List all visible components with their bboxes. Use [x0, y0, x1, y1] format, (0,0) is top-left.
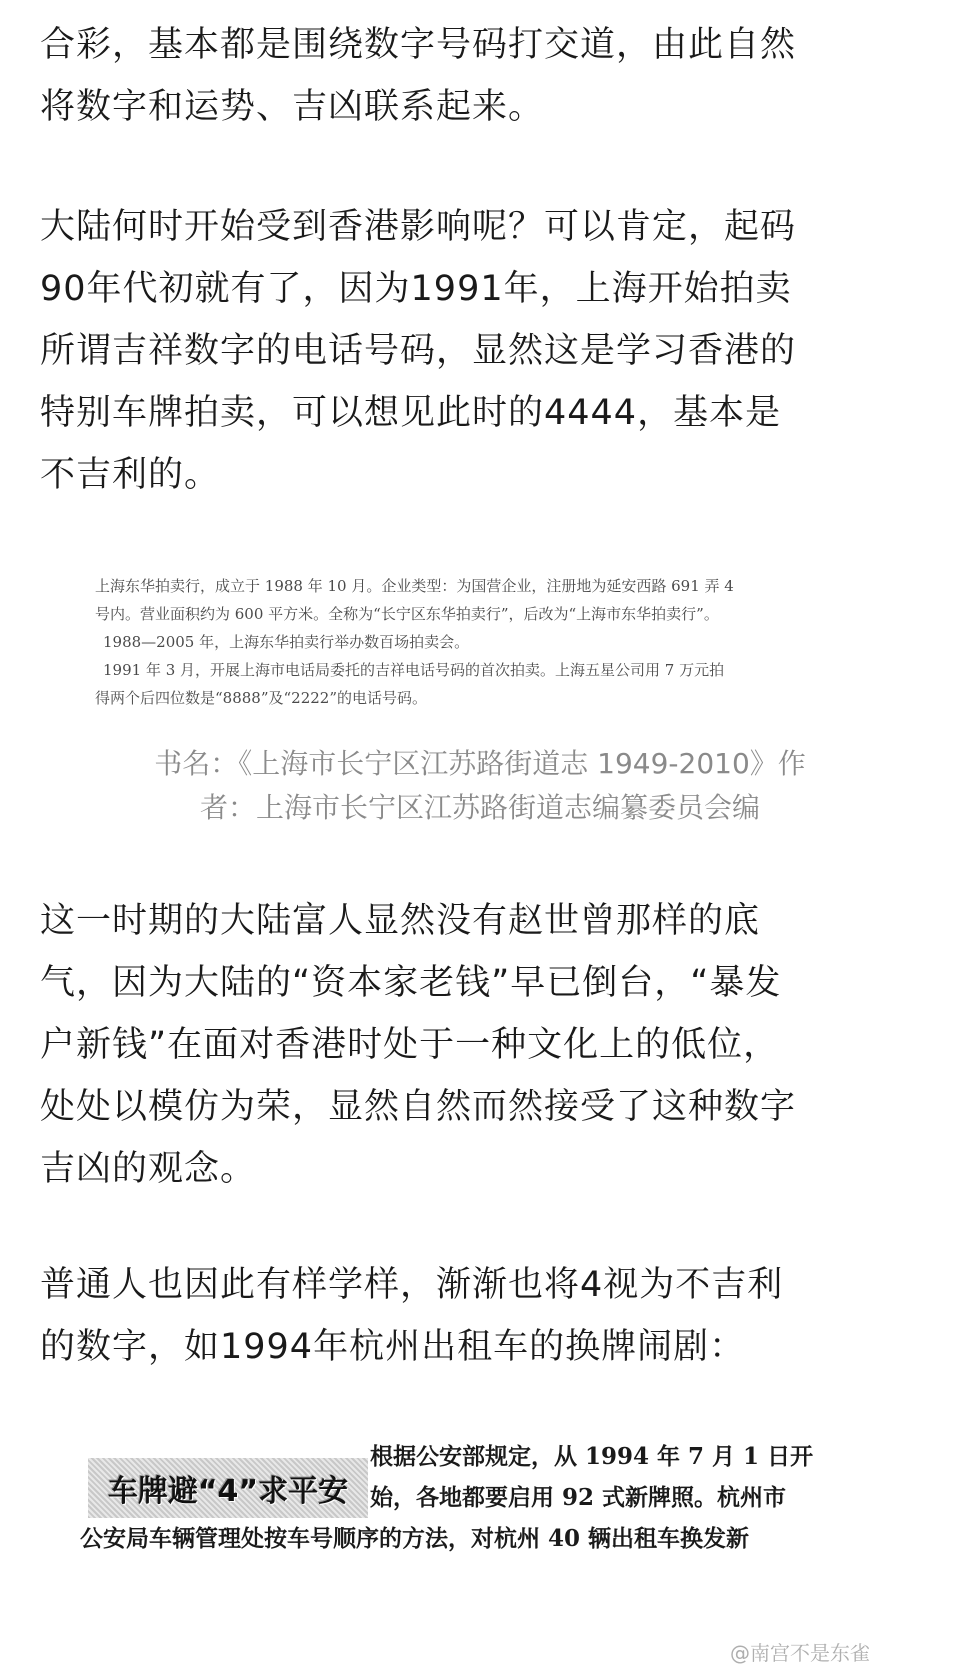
excerpt-line: 1988—2005 年，上海东华拍卖行举办数百场拍卖会。	[103, 633, 470, 651]
caption-line: 者：上海市长宁区江苏路街道志编纂委员会编	[199, 791, 760, 824]
text-line: 普通人也因此有样学样，渐渐也将4视为不吉利	[40, 1265, 784, 1305]
excerpt-line: 号内。营业面积约为 600 平方米。全称为“长宁区东华拍卖行”，后改为“上海市东华拍卖行”。	[95, 605, 719, 623]
text-line: 户新钱”在面对香港时处于一种文化上的低位，	[40, 1025, 780, 1065]
excerpt-line: 得两个后四位数是“8888”及“2222”的电话号码。	[95, 689, 428, 707]
text-line: 90年代初就有了，因为1991年，上海开始拍卖	[40, 269, 792, 309]
book-excerpt-image	[95, 572, 875, 712]
text-line: 特别车牌拍卖，可以想见此时的4444，基本是	[40, 393, 782, 433]
excerpt-line: 上海东华拍卖行，成立于 1988 年 10 月。企业类型：为国营企业，注册地为延安西路 691 弄 4	[95, 577, 734, 595]
text-line: 所谓吉祥数字的电话号码，显然这是学习香港的	[40, 331, 797, 371]
text-line: 不吉利的。	[40, 455, 221, 495]
caption-line: 书名：《上海市长宁区江苏路街道志 1949-2010》作	[154, 747, 806, 780]
watermark: @南宫不是东雀	[730, 1641, 870, 1665]
clipping-headline	[88, 1458, 368, 1518]
text-line: 吉凶的观念。	[40, 1149, 257, 1189]
text-line: 这一时期的大陆富人显然没有赵世曾那样的底	[40, 901, 761, 941]
auction-paragraph	[40, 196, 920, 506]
clipping-line: 公安局车辆管理处按车号顺序的方法，对杭州 40 辆出租车换发新	[80, 1525, 750, 1552]
clipping-line: 始，各地都要启用 92 式新牌照。杭州市	[370, 1484, 787, 1511]
taxi-paragraph	[40, 1254, 920, 1378]
image-caption	[60, 742, 900, 830]
text-line: 处处以模仿为荣，显然自然而然接受了这种数字	[40, 1087, 797, 1127]
clipping-body	[370, 1436, 890, 1518]
clipping-line: 根据公安部规定，从 1994 年 7 月 1 日开	[370, 1443, 814, 1470]
headline-text: 车牌避“4”求平安	[107, 1474, 349, 1509]
wealth-paragraph	[40, 890, 920, 1200]
text-line: 将数字和运势、吉凶联系起来。	[40, 87, 545, 127]
intro-paragraph	[40, 14, 920, 138]
text-line: 的数字，如1994年杭州出租车的换牌闹剧：	[40, 1327, 746, 1367]
text-line: 气，因为大陆的“资本家老钱”早已倒台，“暴发	[40, 963, 782, 1003]
text-line: 大陆何时开始受到香港影响呢？可以肯定，起码	[40, 207, 797, 247]
text-line: 合彩，基本都是围绕数字号码打交道，由此自然	[40, 25, 797, 65]
newspaper-clipping-image	[80, 1428, 900, 1672]
clipping-body-wide	[80, 1518, 900, 1559]
excerpt-line: 1991 年 3 月，开展上海市电话局委托的吉祥电话号码的首次拍卖。上海五星公司用 7 万元拍	[103, 661, 725, 679]
